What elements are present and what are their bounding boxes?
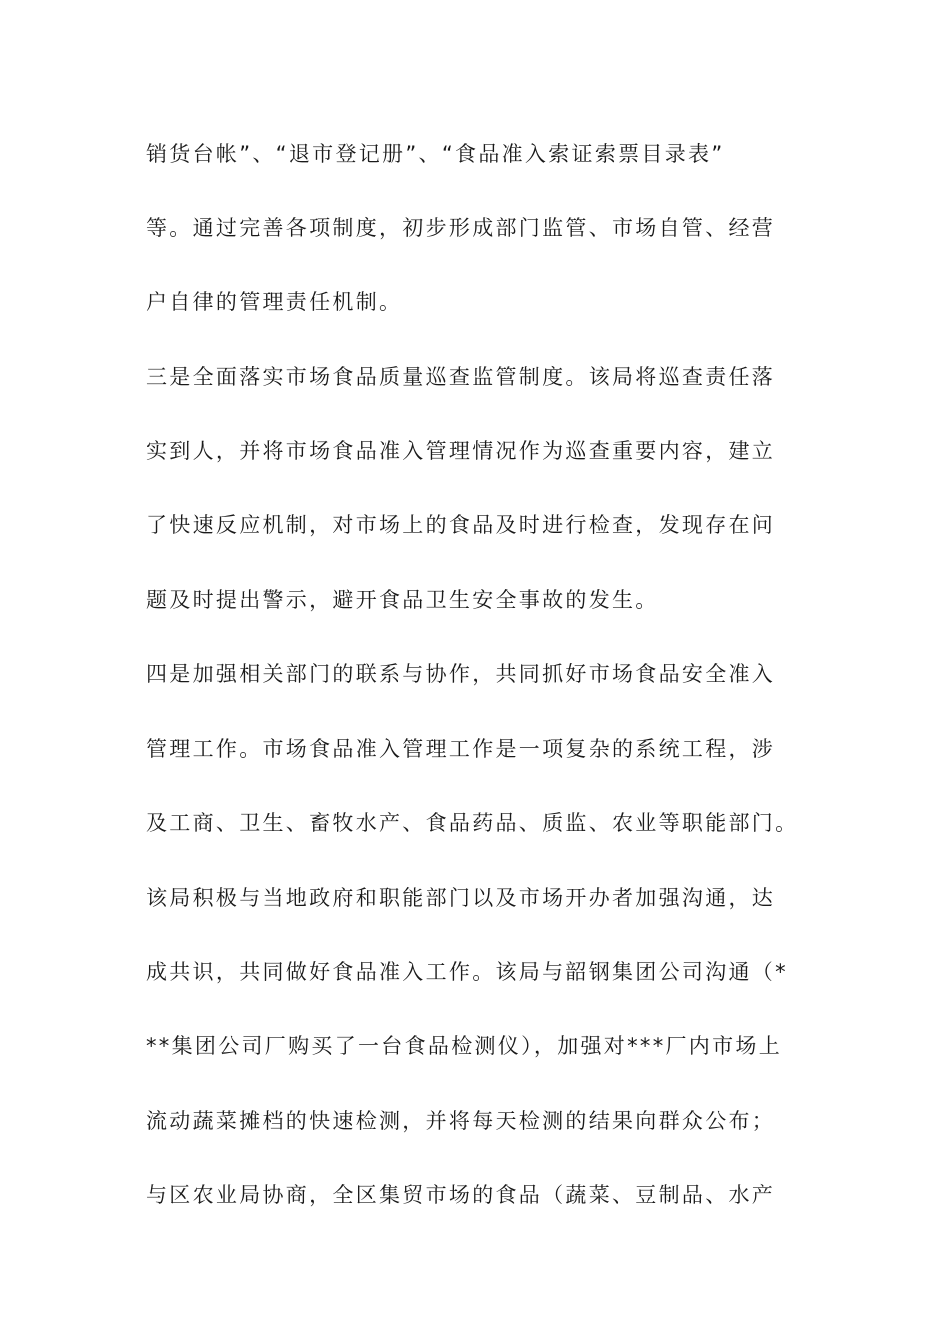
text-line-11: 该局积极与当地政府和职能部门以及市场开办者加强沟通，达 [146,886,776,910]
text-line-10: 及工商、卫生、畜牧水产、食品药品、质监、农业等职能部门。 [146,811,799,835]
text-line-12: 成共识，共同做好食品准入工作。该局与韶钢集团公司沟通（* [146,960,788,984]
text-line-4: 三是全面落实市场食品质量巡查监管制度。该局将巡查责任落 [146,365,776,389]
text-line-1: 销货台帐”、“退市登记册”、“食品准入索证索票目录表” [146,142,725,166]
text-line-6: 了快速反应机制，对市场上的食品及时进行检查，发现存在问 [146,513,776,537]
text-line-5: 实到人，并将市场食品准入管理情况作为巡查重要内容，建立 [146,439,776,463]
text-line-14: 流动蔬菜摊档的快速检测，并将每天检测的结果向群众公布； [146,1109,776,1133]
text-line-7: 题及时提出警示，避开食品卫生安全事故的发生。 [146,588,659,612]
text-line-15: 与区农业局协商，全区集贸市场的食品（蔬菜、豆制品、水产 [146,1183,776,1207]
text-line-13: **集团公司厂购买了一台食品检测仪），加强对***厂内市场上 [146,1034,782,1058]
text-line-2: 等。通过完善各项制度，初步形成部门监管、市场自管、经营 [146,216,776,240]
text-line-3: 户自律的管理责任机制。 [146,290,403,314]
text-line-9: 管理工作。市场食品准入管理工作是一项复杂的系统工程，涉 [146,737,776,761]
text-line-8: 四是加强相关部门的联系与协作，共同抓好市场食品安全准入 [146,662,776,686]
